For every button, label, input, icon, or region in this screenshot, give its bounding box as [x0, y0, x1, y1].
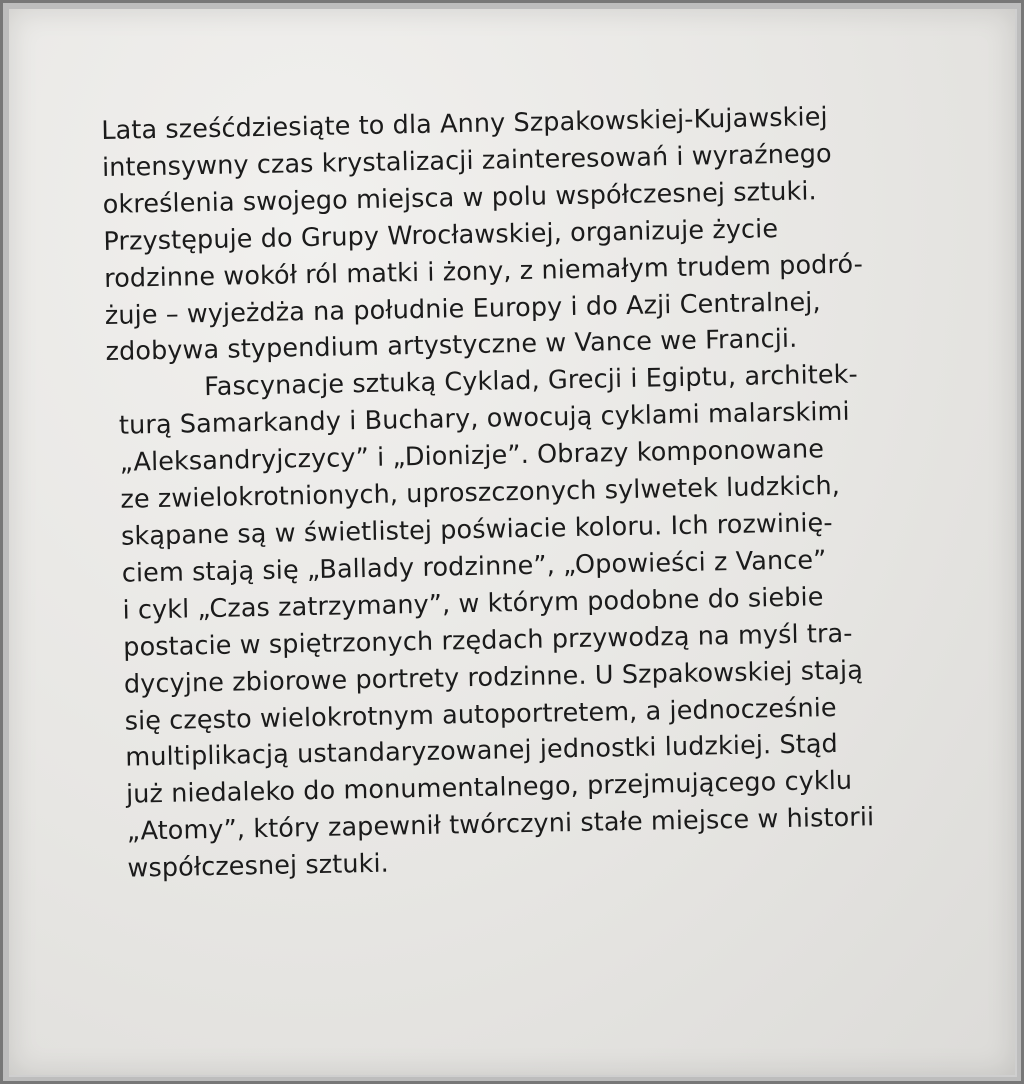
text-line: dycyjne zbiorowe portrety rodzinne. U Szpakowskiej stają — [123, 655, 864, 700]
text-line: rodzinne wokół ról matki i żony, z niemałym trudem podró- — [103, 249, 864, 294]
text-line: określenia swojego miejsca w polu współczesnej sztuki. — [102, 176, 817, 220]
text-line: Fascynacje sztuką Cyklad, Grecji i Egiptu, architek- — [203, 359, 859, 403]
paragraph-2 — [106, 354, 996, 887]
text-line: żuje – wyjeżdża na południe Europy i do Azji Centralnej, — [104, 286, 821, 331]
text-line: Lata sześćdziesiąte to dla Anny Szpakowskiej-Kujawskiej — [101, 102, 828, 146]
paragraph-1 — [101, 96, 986, 371]
text-line: turą Samarkandy i Buchary, owocują cyklami malarskimi — [118, 396, 850, 441]
text-line: Przystępuje do Grupy Wrocławskiej, organizuje życie — [103, 213, 779, 257]
text-line: intensywny czas krystalizacji zainteresowań i wyraźnego — [101, 138, 833, 183]
text-line: się często wielokrotnym autoportretem, a jednocześnie — [124, 692, 837, 737]
text-line: zdobywa stypendium artystyczne w Vance we Francji. — [105, 324, 798, 368]
exhibition-text — [101, 96, 996, 888]
text-line: „Atomy”, który zapewnił twórczyni stałe miejsce w historii — [126, 802, 875, 847]
text-line: ciem stają się „Ballady rodzinne”, „Opowieści z Vance” — [121, 545, 827, 589]
text-line: i cykl „Czas zatrzymany”, w którym podobne do siebie — [122, 582, 824, 626]
text-line: „Aleksandryjczycy” i „Dionizje”. Obrazy komponowane — [119, 434, 825, 478]
text-line: postacie w spiętrzonych rzędach przywodzą na myśl tra- — [122, 618, 853, 663]
text-line: ze zwielokrotnionych, uproszczonych sylwetek ludzkich, — [120, 470, 841, 515]
text-line: multiplikacją ustandaryzowanej jednostki ludzkiej. Stąd — [125, 729, 839, 774]
text-line: współczesnej sztuki. — [127, 848, 390, 884]
wall-text-panel — [9, 9, 1017, 1077]
text-line: skąpane są w świetlistej poświacie koloru. Ich rozwinię- — [120, 508, 833, 552]
text-line: już niedaleko do monumentalnego, przejmującego cyklu — [125, 766, 853, 810]
